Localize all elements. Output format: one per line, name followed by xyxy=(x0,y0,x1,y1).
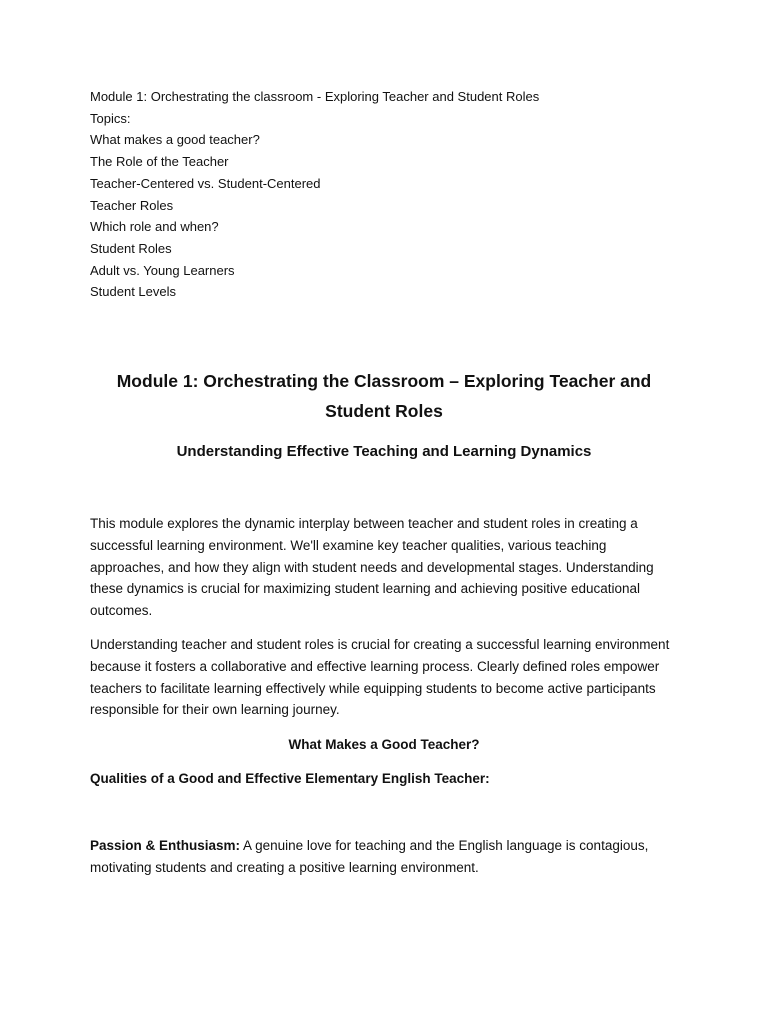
module-subtitle: Understanding Effective Teaching and Learning Dynamics xyxy=(176,443,592,460)
topic-item: Teacher-Centered vs. Student-Centered xyxy=(90,175,321,191)
topic-item: Teacher Roles xyxy=(90,197,174,213)
passion-text: A genuine love for teaching and the English language is contagious, motivating students and creating a positive learning environment. xyxy=(90,838,649,875)
module-title-line-1: Module 1: Orchestrating the Classroom – Exploring Teacher and xyxy=(116,371,652,391)
intro-paragraph: This module explores the dynamic interplay between teacher and student roles in creating a successful learning environment. We'll examine key teacher qualities, various teaching approaches, and how they align with student needs and developmental stages. Understanding these dynamics is crucial for maximizing student learning and achieving positive educational outcomes. xyxy=(90,516,654,619)
passion-paragraph xyxy=(90,835,680,879)
topic-item: Student Levels xyxy=(90,284,177,300)
section-heading: What Makes a Good Teacher? xyxy=(288,737,480,752)
module-title-line-2: Student Roles xyxy=(325,400,443,421)
topics-label: Topics: xyxy=(90,110,131,126)
module-title xyxy=(90,367,678,426)
topic-item: Student Roles xyxy=(90,240,172,256)
topics-outline xyxy=(90,86,539,303)
outline-title: Module 1: Orchestrating the classroom - Exploring Teacher and Student Roles xyxy=(90,89,540,104)
topic-item: What makes a good teacher? xyxy=(90,132,260,148)
passion-label: Passion & Enthusiasm: xyxy=(90,838,241,853)
roles-paragraph: Understanding teacher and student roles is crucial for creating a successful learning environment because it fosters a collaborative and effective learning process. Clearly defined roles empower teachers to facilitate learning effectively while equipping students to become active participants responsible for their own learning journey. xyxy=(90,637,670,718)
qualities-heading: Qualities of a Good and Effective Elementary English Teacher: xyxy=(90,771,490,786)
topic-item: The Role of the Teacher xyxy=(90,154,229,170)
topic-item: Adult vs. Young Learners xyxy=(90,262,235,278)
topic-item: Which role and when? xyxy=(90,219,219,235)
